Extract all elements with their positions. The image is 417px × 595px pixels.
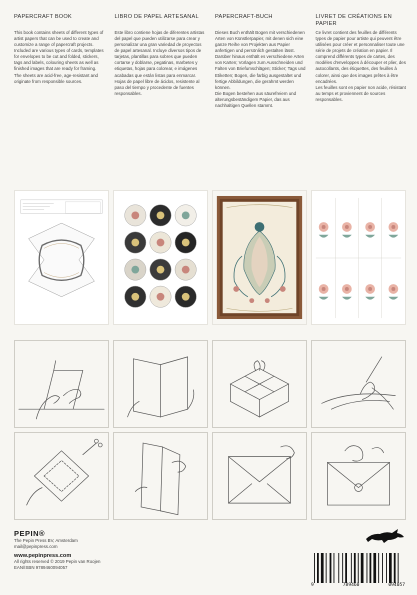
sample-gift-tags <box>311 190 406 325</box>
instruction-steps <box>14 340 406 520</box>
publisher-info <box>14 529 274 572</box>
sample-framed-print <box>212 190 307 325</box>
hands-tear-sheet-illustration <box>15 341 108 427</box>
column-english <box>14 14 105 174</box>
barcode-icon <box>310 553 406 583</box>
column-title: PAPERCRAFT-BUCH <box>215 14 273 20</box>
sample-envelope-templates <box>14 190 109 325</box>
column-title: LIVRET DE CRÉATIONS EN PAPIER <box>315 14 392 27</box>
column-text: Dieses Buch enthält Bogen mit verschiedenen Arten von Künstlerpapier, mit denen sich eine ganze Reihe von Projekten aus Papier anfertigen und persönlich gestalten lässt. Darüber hinaus enthält es verschiedene Arten von Karten; Vorlagen zum Ausschneiden und Falten von Briefumschlägen; Sticker; Tags und Etiketten; Bogen, die farbig ausgestaltet und fertige Abbildungen, die gerahmt werden können. Die Bogen bestehen aus säurefreiem und alterungsbeständigem Papier, das aus nachhaltigen Quellen stammt. <box>215 30 306 108</box>
barcode-digits <box>310 583 406 588</box>
step-cut-envelope <box>14 432 109 520</box>
publisher-email[interactable]: mail@pepinpress.com <box>14 544 58 550</box>
step-fold-booklet <box>113 340 208 428</box>
barcode-group-1: 789460 <box>342 583 360 588</box>
gift-tags-image <box>312 191 405 324</box>
fold-booklet-illustration <box>114 341 207 427</box>
column-title: LIBRO DE PAPEL ARTESANAL <box>114 14 199 20</box>
publisher-brand: PEPIN® <box>14 529 46 538</box>
step-tear-sheet <box>14 340 109 428</box>
hare-logo-icon <box>364 525 406 545</box>
seal-envelope-illustration <box>312 433 405 519</box>
wrap-box-illustration <box>213 341 306 427</box>
fold-sheet-illustration <box>114 433 207 519</box>
column-german <box>215 14 306 174</box>
barcode <box>310 553 406 591</box>
step-fold-sheet <box>113 432 208 520</box>
sample-pages <box>14 190 406 325</box>
publisher-website[interactable]: www.pepinpress.com <box>14 552 72 559</box>
fold-envelope-illustration <box>213 433 306 519</box>
column-title: PAPERCRAFT BOOK <box>14 14 72 20</box>
column-french <box>316 14 407 174</box>
step-wrap-box <box>212 340 307 428</box>
step-write-tag <box>311 340 406 428</box>
description-columns <box>14 14 406 174</box>
copyright-notice: All rights reserved © 2019 Pepin van Roojen <box>14 558 101 564</box>
sample-round-stickers <box>113 190 208 325</box>
isbn-number: EAN/ISBN 9789460094057 <box>14 565 68 571</box>
step-fold-envelope <box>212 432 307 520</box>
publisher-name: The Pepin Press BV, Amsterdam <box>14 538 78 543</box>
column-text: Este libro contiene hojas de diferentes artistas del papel que pueden utilizarse para crear y personalizar una gran variedad de proyectos de papel artesanal. Incluye diversos tipos de tarjetas, plantillas para sobres que pueden cortarse y doblarse, pegatinas, marbetes y etiquetas, hojas para colorear, e imágenes acabadas que están listas para enmarcar. Hojas de papel libre de ácidos, resistente al paso del tiempo y procedente de fuentes responsables. <box>114 30 205 96</box>
column-text: Ce livret contient des feuilles de différents types de papier pour artiste qui peuvent être utilisées pour créer et personnaliser toute une série de projets de création en papier. Il comprend différents types de cartes, des modèles d'enveloppes à découper et plier, des autocollants, des étiquettes, des feuilles à colorer, ainsi que des images prêtes à être encadrées. Les feuilles sont en papier non acide, résistant au temps et proviennent de sources responsables. <box>315 30 406 102</box>
round-stickers-image <box>114 191 207 324</box>
barcode-prefix: 9 <box>311 583 314 588</box>
framed-peacock-image <box>213 191 306 324</box>
barcode-group-2: 094057 <box>388 583 405 588</box>
column-text: This book contains sheets of different types of artist papers that can be used to create and customize a range of papercraft projects. Included are various types of cards, templates for envelopes to be cut and folded, stickers, tags and labels, colouring sheets as well as finished images that are ready for framing. The sheets are acid-free, age-resistant and originate from responsible sources. <box>14 30 104 84</box>
column-spanish <box>115 14 206 174</box>
envelope-template-image <box>15 191 108 324</box>
write-tag-illustration <box>312 341 405 427</box>
cut-envelope-illustration <box>15 433 108 519</box>
step-seal-envelope <box>311 432 406 520</box>
